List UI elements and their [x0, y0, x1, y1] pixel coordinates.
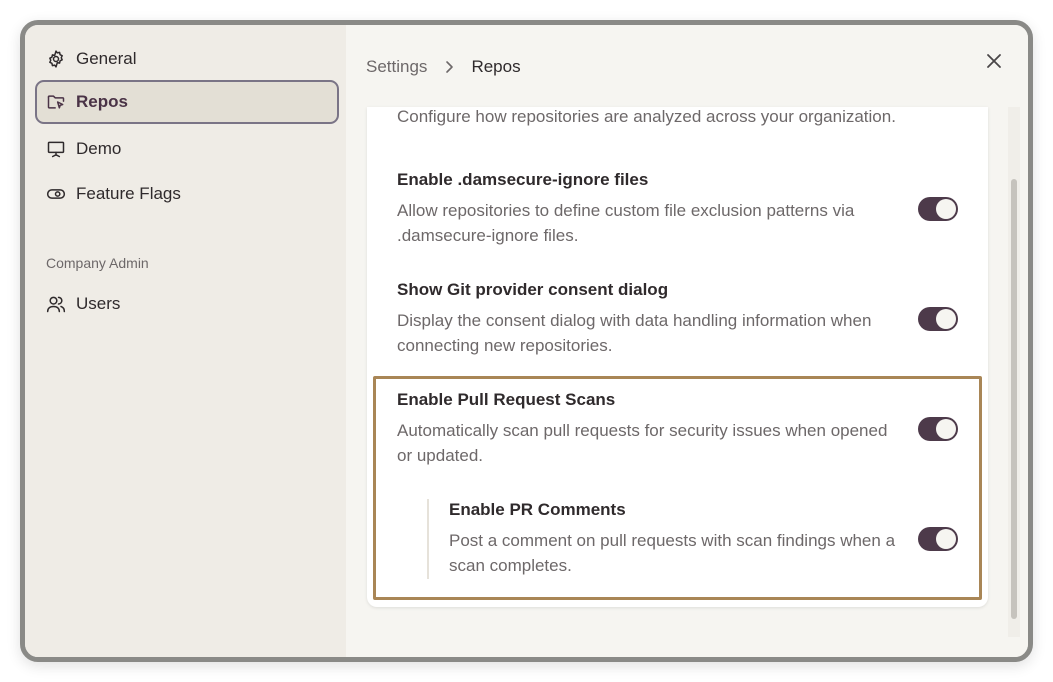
page-description: Configure how repositories are analyzed across your organization.	[397, 107, 896, 126]
setting-ignore-files	[397, 170, 962, 248]
presentation-icon	[46, 139, 66, 159]
setting-title: Enable Pull Request Scans	[397, 390, 616, 409]
toggle-ignore-files[interactable]	[918, 197, 958, 221]
toggle-knob	[936, 309, 956, 329]
folder-icon	[46, 92, 66, 112]
setting-consent-dialog	[397, 280, 962, 358]
settings-window	[20, 20, 1033, 662]
sidebar-item-label: Feature Flags	[76, 184, 181, 203]
users-icon	[46, 294, 66, 314]
breadcrumb	[366, 57, 521, 77]
toggle-knob	[936, 419, 956, 439]
gear-icon	[46, 49, 66, 69]
close-button[interactable]	[982, 49, 1006, 73]
setting-title: Show Git provider consent dialog	[397, 280, 669, 299]
sidebar-item-general[interactable]	[35, 37, 339, 81]
sidebar-item-label: Users	[76, 294, 121, 313]
main-panel	[346, 25, 1028, 657]
setting-description: Automatically scan pull requests for security issues when opened or updated.	[397, 421, 888, 465]
sidebar-item-label: Repos	[76, 92, 128, 111]
toggle-knob	[936, 529, 956, 549]
breadcrumb-current: Repos	[471, 57, 521, 76]
toggle-knob	[936, 199, 956, 219]
setting-title: Enable .damsecure-ignore files	[397, 170, 649, 189]
toggle-pr-scans[interactable]	[918, 417, 958, 441]
setting-description: Allow repositories to define custom file exclusion patterns via .damsecure-ignore files.	[397, 201, 855, 245]
toggle-pr-comments[interactable]	[918, 527, 958, 551]
setting-pr-scans	[397, 390, 962, 468]
setting-description: Post a comment on pull requests with scan findings when a scan completes.	[449, 531, 896, 575]
setting-title: Enable PR Comments	[449, 500, 626, 519]
section-label-company-admin: Company Admin	[46, 255, 149, 271]
sidebar-item-label: Demo	[76, 139, 122, 158]
scrollbar[interactable]	[1008, 107, 1020, 637]
sidebar-item-feature-flags[interactable]	[35, 172, 339, 216]
sidebar-item-label: General	[76, 49, 137, 68]
chevron-right-icon	[443, 60, 455, 74]
sidebar	[25, 25, 346, 657]
breadcrumb-settings[interactable]: Settings	[366, 57, 428, 76]
sidebar-item-demo[interactable]	[35, 127, 339, 171]
toggle-icon	[46, 184, 66, 204]
scrollbar-thumb[interactable]	[1011, 179, 1017, 619]
nested-indent-line	[427, 499, 429, 579]
setting-description: Display the consent dialog with data handling information when connecting new repositories.	[397, 311, 872, 355]
toggle-consent-dialog[interactable]	[918, 307, 958, 331]
sidebar-item-users[interactable]	[35, 282, 339, 326]
sidebar-item-repos[interactable]	[35, 80, 339, 124]
close-icon	[986, 53, 1002, 69]
settings-card	[367, 107, 988, 607]
setting-pr-comments	[449, 500, 909, 578]
